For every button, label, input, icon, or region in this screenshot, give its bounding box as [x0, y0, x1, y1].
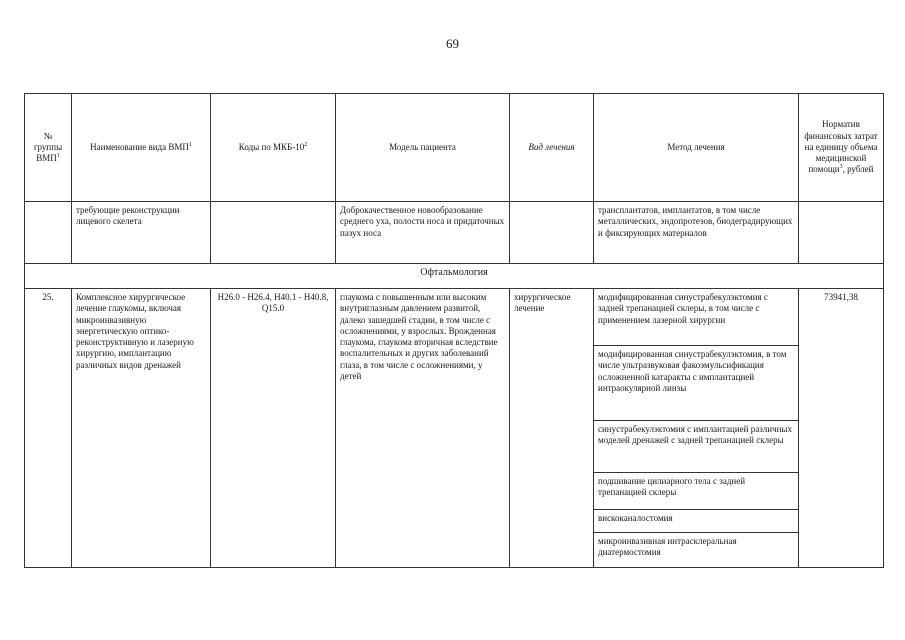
row25-model: глаукома с повышенным или высоким внутриглазным давлением развитой, далеко зашедшей стадии, в том числе с осложнениями, у взрослых. Врожденная глаукома, глаукома вторичная вследствие воспалительных и других заболеваний глаза, в том числе с осложнениями, у детей	[336, 289, 510, 568]
page-number: 69	[446, 36, 459, 51]
method-cell: синустрабекулэктомия с имплантацией различных моделей дренажей с задней трепанацией склеры	[594, 421, 799, 473]
method-cell: модифицированная синустрабекулэктомия с задней трепанацией склеры, в том числе с применением лазерной хирургии	[594, 289, 799, 346]
header-name: Наименование вида ВМП$^1$	[72, 94, 211, 202]
header-norm: Норматив финансовых затрат на единицу объема медицинской помощи$^3$, рублей	[799, 94, 884, 202]
cont-model: Доброкачественное новообразование среднего уха, полости носа и придаточных пазух носа	[336, 202, 510, 264]
vmp-table	[24, 93, 884, 568]
table-row	[25, 202, 884, 264]
method-cell: микроинвазивная интрасклеральная диатермостомия	[594, 533, 799, 568]
header-type: Вид лечения	[510, 94, 594, 202]
cont-name: требующие реконструкции лицевого скелета	[72, 202, 211, 264]
table-row	[25, 289, 884, 346]
section-row	[25, 264, 884, 289]
row25-num: 25.	[25, 289, 72, 568]
method-cell: вискоканалостомия	[594, 510, 799, 533]
header-row	[25, 94, 884, 202]
header-num: № группы ВМП$^1$	[25, 94, 72, 202]
row25-name: Комплексное хирургическое лечение глаукомы, включая микроинвазивную энергетическую оптико-реконструктивную и лазерную хирургию, имплантацию различных видов дренажей	[72, 289, 211, 568]
section-title: Офтальмология	[25, 264, 884, 289]
header-method: Метод лечения	[594, 94, 799, 202]
method-cell: модифицированная синустрабекулэктомия, в том числе ультразвуковая факоэмульсификация осложненной катаракты с имплантацией интраокулярной линзы	[594, 346, 799, 421]
header-model: Модель пациента	[336, 94, 510, 202]
header-codes: Коды по МКБ-$10^2$	[211, 94, 336, 202]
cont-method: трансплантатов, имплантатов, в том числе металлических, эндопротезов, биодеградирующих и фиксирующих материалов	[594, 202, 799, 264]
method-cell: подшивание цилиарного тела с задней трепанацией склеры	[594, 473, 799, 510]
row25-norm: 73941,38	[799, 289, 884, 568]
row25-codes: H26.0 - H26.4, H40.1 - H40.8, Q15.0	[211, 289, 336, 568]
row25-type: хирургическое лечение	[510, 289, 594, 568]
